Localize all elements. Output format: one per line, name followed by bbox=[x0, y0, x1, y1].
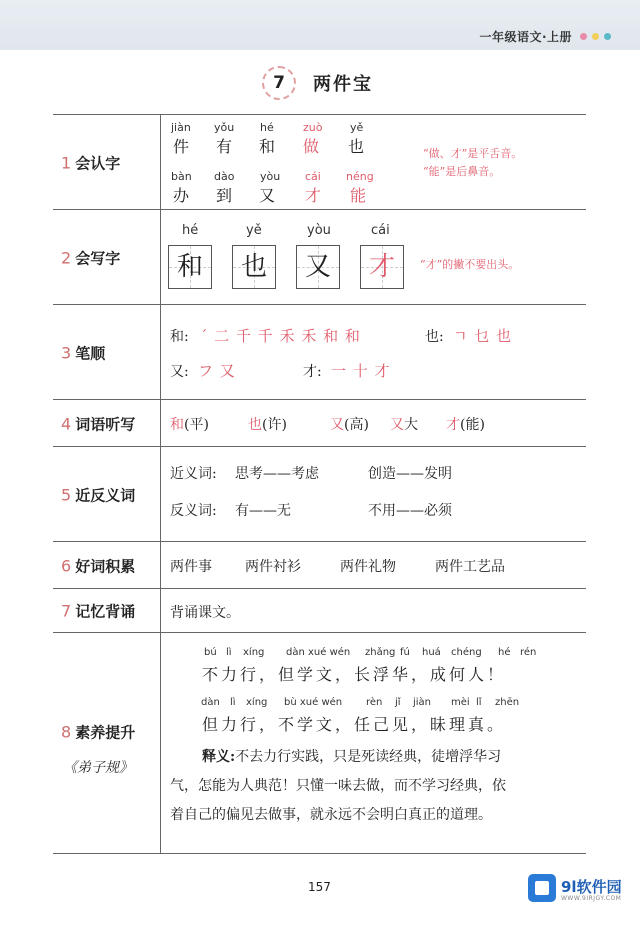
row-memorize bbox=[53, 588, 586, 633]
writing-grid bbox=[360, 245, 404, 289]
pinyin: zuò bbox=[303, 121, 323, 134]
teal-dot bbox=[604, 33, 611, 40]
explanation-label: 释义: bbox=[202, 749, 236, 765]
pinyin: hé bbox=[182, 223, 199, 238]
pinyin: bàn bbox=[171, 170, 192, 183]
hanzi: 才 bbox=[368, 252, 395, 282]
pinyin: bù xué wén bbox=[284, 697, 343, 708]
dictation-content bbox=[168, 400, 586, 447]
stroke-sequence: フ 又 bbox=[198, 362, 236, 380]
hanzi: 也 bbox=[240, 252, 267, 282]
site-logo-icon bbox=[528, 874, 556, 902]
poem-line: 但力行，不学文，任己见，昧理真。 bbox=[202, 715, 507, 734]
pinyin: hé bbox=[498, 647, 511, 658]
row-write bbox=[53, 209, 586, 305]
watermark bbox=[528, 872, 628, 906]
pinyin: jiàn bbox=[413, 697, 432, 708]
row-label: 词语听写 bbox=[75, 415, 136, 433]
pinyin: lì bbox=[226, 647, 232, 658]
recognize-content bbox=[168, 115, 586, 210]
pinyin: zhēn bbox=[495, 697, 520, 708]
pinyin: cái bbox=[371, 223, 390, 238]
row-good-words bbox=[53, 541, 586, 589]
yellow-dot bbox=[592, 33, 599, 40]
row-stroke-order bbox=[53, 304, 586, 400]
hanzi: 又 bbox=[259, 186, 276, 205]
pinyin: jǐ bbox=[395, 697, 401, 708]
row-label: 近反义词 bbox=[75, 486, 136, 504]
char-label: 和: bbox=[170, 329, 189, 345]
explanation-line: 着自己的偏见去做事，就永远不会明白真正的道理。 bbox=[170, 807, 492, 823]
pinyin: yòu bbox=[260, 170, 281, 183]
pinyin: dào bbox=[214, 170, 235, 183]
row-number: 8 bbox=[61, 722, 72, 742]
stroke-note: “才”的撇不要出头。 bbox=[420, 258, 520, 271]
row-label: 笔顺 bbox=[75, 344, 106, 362]
char-label: 才: bbox=[303, 364, 322, 380]
row-recognize bbox=[53, 114, 586, 210]
lesson-title: 两件宝 bbox=[313, 74, 373, 95]
row-number: 7 bbox=[61, 601, 72, 621]
synonym-label: 近义词: bbox=[170, 466, 217, 482]
pinyin: cái bbox=[305, 170, 321, 183]
page-number: 157 bbox=[308, 880, 331, 894]
hanzi: 做 bbox=[303, 137, 320, 156]
row-literacy bbox=[53, 632, 586, 854]
grade-label: 一年级语文·上册 bbox=[479, 30, 572, 44]
stroke-sequence: ˊ 二 千 千 禾 禾 和 和 bbox=[200, 327, 361, 345]
row-label: 会写字 bbox=[75, 249, 121, 267]
pinyin: xíng bbox=[246, 697, 268, 708]
stroke-content bbox=[168, 305, 586, 400]
dictation-word: 又(高) bbox=[330, 417, 369, 433]
hanzi: 到 bbox=[216, 186, 233, 205]
pinyin: néng bbox=[346, 170, 374, 183]
hanzi: 又 bbox=[304, 252, 331, 282]
tone-note: “能”是后鼻音。 bbox=[423, 165, 501, 178]
word-item: 两件事 bbox=[170, 559, 212, 575]
row-number: 3 bbox=[61, 343, 72, 362]
row-dictation bbox=[53, 399, 586, 447]
pinyin: zhǎng bbox=[365, 647, 396, 658]
writing-grid bbox=[232, 245, 276, 289]
hanzi: 办 bbox=[173, 186, 190, 205]
lesson-number: 7 bbox=[262, 66, 296, 100]
memorize-text: 背诵课文。 bbox=[170, 605, 240, 621]
writing-grid bbox=[168, 245, 212, 289]
pinyin: fú bbox=[400, 647, 410, 658]
dictation-word: 也(许) bbox=[248, 417, 287, 433]
pinyin: yě bbox=[246, 223, 262, 238]
pinyin: jiàn bbox=[171, 121, 191, 134]
pinyin: rén bbox=[520, 647, 537, 658]
pinyin: yòu bbox=[307, 223, 331, 238]
char-label: 也: bbox=[425, 329, 444, 345]
row-number: 2 bbox=[61, 248, 72, 267]
row-label: 好词积累 bbox=[75, 557, 136, 575]
word-item: 两件礼物 bbox=[340, 559, 396, 575]
hanzi: 能 bbox=[350, 186, 367, 205]
row-label: 素养提升 bbox=[75, 723, 136, 742]
row-number: 5 bbox=[61, 485, 72, 504]
pinyin: xíng bbox=[243, 647, 265, 658]
hanzi: 件 bbox=[173, 137, 190, 156]
explanation bbox=[170, 743, 580, 830]
pinyin: lǐ bbox=[476, 697, 482, 708]
writing-grid bbox=[296, 245, 340, 289]
dictation-word: 和(平) bbox=[170, 417, 209, 433]
explanation-line: 不去力行实践，只是死读经典，徒增浮华习 bbox=[235, 749, 502, 765]
pinyin: dàn xué wén bbox=[286, 647, 351, 658]
antonym-pair: 有——无 bbox=[235, 503, 291, 519]
pinyin: hé bbox=[260, 121, 274, 134]
hanzi: 也 bbox=[348, 137, 365, 156]
lesson-heading bbox=[0, 62, 640, 102]
pinyin: bú bbox=[204, 647, 217, 658]
word-item: 两件衬衫 bbox=[245, 559, 301, 575]
watermark-text: 9l软件园 bbox=[561, 878, 622, 896]
dictation-word: 又大 bbox=[390, 417, 418, 433]
pinyin: dàn bbox=[201, 697, 220, 708]
hanzi: 和 bbox=[176, 252, 203, 282]
tone-note: “做、才”是平舌音。 bbox=[423, 147, 523, 160]
synonym-pair: 思考——考虑 bbox=[235, 466, 319, 482]
page-header bbox=[0, 0, 640, 50]
pinyin: huá bbox=[422, 647, 441, 658]
antonym-label: 反义词: bbox=[170, 503, 217, 519]
watermark-url: WWW.9IRJGY.COM bbox=[561, 895, 622, 902]
hanzi: 有 bbox=[216, 137, 233, 156]
stroke-sequence: ㄱ 乜 也 bbox=[453, 327, 513, 345]
memorize-content bbox=[168, 589, 586, 633]
pinyin: yě bbox=[350, 121, 364, 134]
row-label: 记忆背诵 bbox=[75, 602, 136, 621]
pinyin: yǒu bbox=[214, 121, 235, 134]
stroke-sequence: 一 十 才 bbox=[331, 362, 391, 380]
explanation-line: 气，怎能为人典范！只懂一味去做，而不学习经典，依 bbox=[170, 778, 506, 794]
hanzi: 才 bbox=[305, 186, 322, 205]
row-synonyms bbox=[53, 446, 586, 542]
row-number: 4 bbox=[61, 414, 72, 433]
literacy-content bbox=[168, 633, 586, 853]
dictation-word: 才(能) bbox=[446, 417, 485, 433]
antonym-pair: 不用——必须 bbox=[368, 503, 452, 519]
row-number: 1 bbox=[61, 153, 72, 172]
good-words-content bbox=[168, 542, 586, 589]
pink-dot bbox=[580, 33, 587, 40]
row-label: 会认字 bbox=[75, 154, 121, 172]
pinyin: rèn bbox=[366, 697, 383, 708]
pinyin: chéng bbox=[451, 647, 482, 658]
source-title: 《弟子规》 bbox=[63, 760, 133, 776]
char-label: 又: bbox=[170, 364, 189, 380]
write-content bbox=[168, 210, 586, 305]
synonym-content bbox=[168, 447, 586, 542]
pinyin: mèi bbox=[451, 697, 470, 708]
pinyin: lì bbox=[230, 697, 236, 708]
synonym-pair: 创造——发明 bbox=[368, 466, 452, 482]
word-item: 两件工艺品 bbox=[435, 559, 505, 575]
row-number: 6 bbox=[61, 556, 72, 575]
poem-line: 不力行，但学文，长浮华，成何人！ bbox=[202, 665, 507, 684]
hanzi: 和 bbox=[259, 137, 276, 156]
